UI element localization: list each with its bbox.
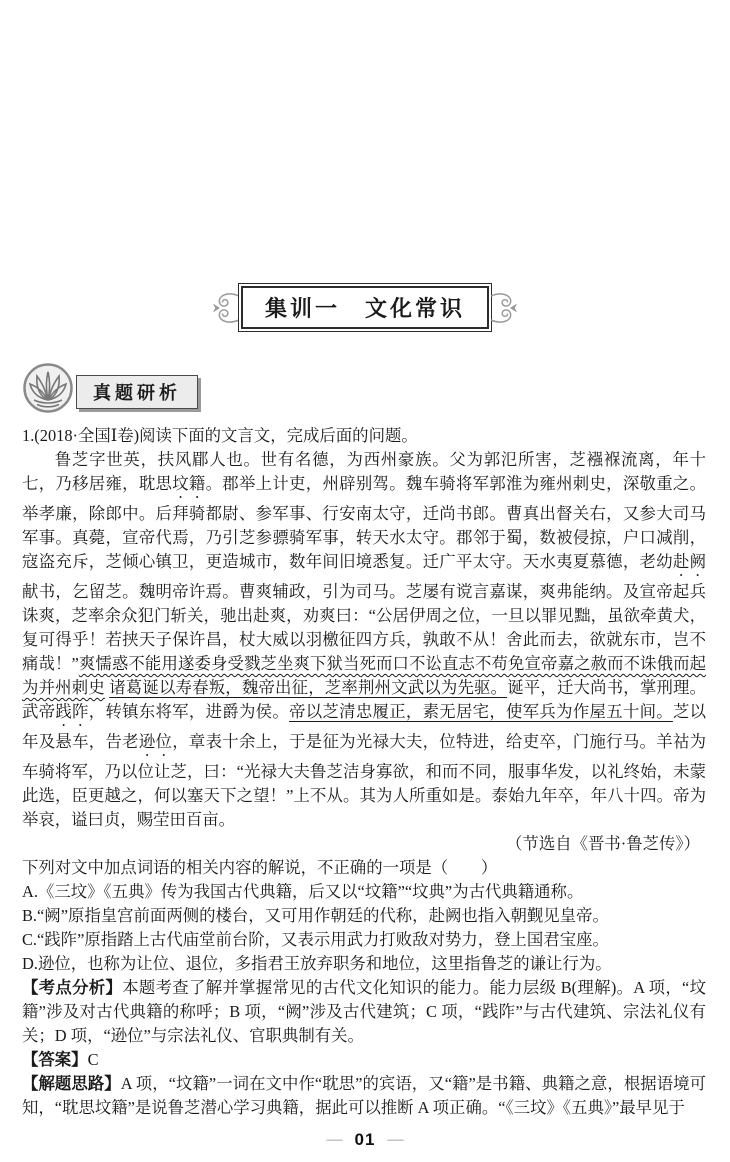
option-a-text: 《三坟》《五典》传为我国古代典籍，后又以“坟籍”“坟典”为古代典籍通称。	[37, 882, 584, 901]
emphasized-term-fenji: 坟籍	[172, 474, 206, 493]
passage-source: （节选自《晋书·鲁芝传》）	[506, 834, 700, 853]
option-d-label: D.	[22, 954, 38, 973]
answer-label: 【答案】	[22, 1051, 88, 1069]
question-stem: 下列对文中加点词语的相关内容的解说，不正确的一项是（ ）	[22, 858, 498, 877]
passage-segment: 诞平，迁大尚书，掌刑理。武帝	[22, 678, 707, 721]
option-c-label: C.	[22, 930, 38, 949]
solution-block	[22, 1072, 706, 1120]
analysis-text: 本题考查了解并掌握常见的古代文化知识的能力。能力层级 B(理解)。A 项，“坟籍”涉及对古代典籍的称呼；B 项，“阙”涉及古代建筑；C 项，“践阼”与古代建筑、宗法礼仪有关；D 项，“逊位”与宗法礼仪、官职典制有关。	[22, 978, 706, 1045]
page-footer	[0, 1130, 730, 1150]
option-c-text: “践阼”原指踏上古代庙堂前台阶，又表示用武力打败敌对势力，登上国君宝座。	[37, 930, 609, 949]
analysis-block	[22, 976, 706, 1048]
option-b	[22, 904, 706, 928]
lotus-medallion-icon	[22, 362, 74, 414]
option-b-label: B.	[22, 906, 38, 925]
passage-segment: 鲁芝字世英，扶风郿人也。世有名德，为西州豪族。父为郭氾所害，芝襁褓流离，年十七，乃移居雍，耽思	[22, 450, 706, 493]
underlined-sentence-1: 诸葛诞以寿春叛，魏帝出征，芝率荆州文武以为先驱。	[109, 678, 508, 697]
section-header	[22, 362, 198, 414]
banner-frame	[238, 283, 492, 332]
wavy-underlined-segment: 爽懦惑不能用遂委身受戮芝坐爽下狱当死而口不讼直志不苟免宣帝嘉之赦而不诛俄而起为并州刺史	[22, 654, 706, 697]
option-d-text: 逊位，也称为让位、退位，多指君王放弃职务和地位，这里指鲁芝的谦让行为。	[37, 954, 612, 973]
passage-paragraph	[22, 448, 706, 832]
option-a	[22, 880, 706, 904]
footer-dash-right: —	[387, 1131, 404, 1148]
option-a-label: A.	[22, 882, 38, 901]
passage-segment: 献书，乞留芝。魏明帝许焉。曹爽辅政，引为司马。芝屡有谠言嘉谋，爽弗能纳。及宣帝起兵诛爽，芝率余众犯门斩关，驰出赴爽，劝爽曰：“公居伊周之位，一旦以罪见黜，虽欲牵黄犬，复可得乎！若挟天子保许昌，杖大威以羽檄征四方兵，孰敢不从！舍此而去，欲就东市，岂不痛哉！”	[22, 582, 706, 673]
passage-segment: ，转镇东将军，进爵为侯。	[88, 702, 290, 721]
footer-dash-left: —	[326, 1131, 343, 1148]
scroll-ornament-left-icon	[212, 287, 240, 329]
emphasized-term-jianzuo: 践阼	[55, 702, 89, 721]
exercise-number: 1.	[22, 426, 35, 445]
passage-segment: 芝以年及悬车，告老	[22, 702, 707, 751]
page-title: 集训一 文化常识	[241, 286, 489, 329]
section-title: 真题研析	[76, 375, 198, 409]
page-number: 01	[354, 1130, 376, 1149]
scroll-ornament-right-icon	[490, 287, 518, 329]
option-d	[22, 952, 706, 976]
analysis-label: 【考点分析】	[22, 979, 123, 997]
exercise-intro-line	[22, 424, 706, 448]
underlined-sentence-2: 帝以芝清忠履正，素无居宅，使军兵为作屋五十间。	[289, 702, 673, 721]
answer-block	[22, 1048, 706, 1072]
emphasized-term-xunwei: 逊位	[138, 732, 173, 751]
option-c	[22, 928, 706, 952]
solution-text: A 项，“坟籍”一词在文中作“耽思”的宾语，又“籍”是书籍、典籍之意，根据语境可知，“耽思坟籍”是说鲁芝潜心学习典籍，据此可以推断 A 项正确。“《三坟》《五典》”最早见于	[22, 1074, 706, 1117]
exercise-intro: (2018·全国Ⅰ卷)阅读下面的文言文，完成后面的问题。	[34, 426, 418, 445]
passage-segment: ，章表十余上，于是征为光禄大夫，位特进，给吏卒，门施行马。羊祜为车骑将军，乃以位让芝，曰：“光禄大夫鲁芝洁身寡欲，和而不同，服事华发，以礼终始，未蒙此选，臣更越之，何以塞天下之望！”上不从。其为人所重如是。泰始九年卒，年八十四。帝为举哀，谥曰贞，赐茔田百亩。	[22, 732, 707, 829]
solution-label: 【解题思路】	[22, 1075, 121, 1093]
passage-segment: 。郡举上计吏，州辟别驾。魏车骑将军郭淮为雍州刺史，深敬重之。举孝廉，除郎中。后拜骑都尉、参军事、行安南太守，迁尚书郎。曹真出督关右，又参大司马军事。真薨，宣帝代焉，乃引芝参骠骑军事，转天水太守。郡邻于蜀，数被侵掠，户口减削，寇盗充斥，芝倾心镇卫，更造城市，数年间旧境悉复。迁广平太守。天水夷夏慕德，老幼	[22, 474, 707, 571]
answer-value: C	[87, 1050, 99, 1069]
emphasized-term-fuque: 赴阙	[672, 552, 707, 571]
exercise-content	[22, 424, 706, 1120]
option-b-text: “阙”原指皇宫前面两侧的楼台，又可用作朝廷的代称，赴阙也指入朝觐见皇帝。	[37, 906, 609, 925]
chapter-banner	[0, 283, 730, 332]
